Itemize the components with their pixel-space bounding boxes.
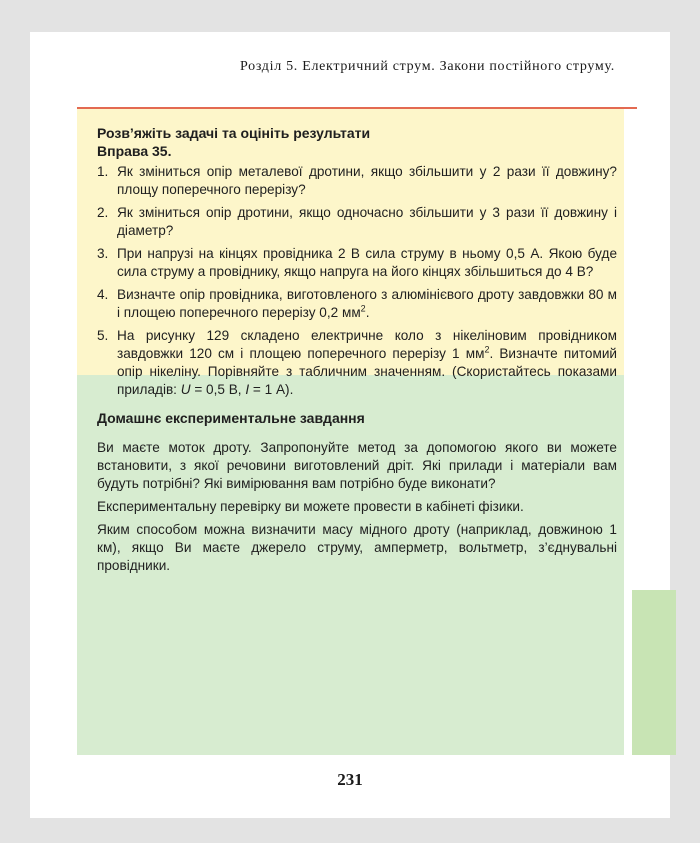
task-text: = 0,5 В, bbox=[190, 382, 246, 397]
superscript: 2 bbox=[360, 303, 366, 314]
page-number: 231 bbox=[337, 770, 363, 789]
side-tab bbox=[632, 590, 676, 755]
task-text: При напрузі на кінцях провідника 2 В сила струму в ньому 0,5 А. Якою буде сила струму а провіднику, якщо напруга на його кінцях збільшиться до 4 В? bbox=[117, 246, 617, 279]
exercise-title: Вправа 35. bbox=[97, 143, 172, 159]
exercise-section bbox=[97, 124, 617, 404]
variable-i: I bbox=[245, 382, 250, 397]
task-text: Визначте опір провідника, виготовленого з алюмінієвого дроту завдовжки 80 м і площею поперечного перерізу 0,2 мм bbox=[117, 287, 617, 320]
task-list bbox=[97, 163, 617, 399]
task-item bbox=[97, 245, 617, 281]
task-number: 2. bbox=[97, 205, 109, 220]
task-text: . bbox=[365, 305, 370, 320]
homework-paragraph: Ви маєте моток дроту. Запропонуйте метод за допомогою якого ви можете встановити, з якої речовини виготовлений дріт. Які прилади і матеріали вам будуть потрібні? Які вимірювання вам потрібно буде виконати? bbox=[97, 440, 617, 491]
task-number: 4. bbox=[97, 287, 109, 302]
task-text: На рисунку 129 складено електричне коло з нікеліновим провідником завдовжки 120 см і площею поперечного перерізу 1 мм bbox=[117, 328, 617, 361]
task-number: 3. bbox=[97, 246, 109, 261]
task-text: Як зміниться опір дротини, якщо одночасно збільшити у 3 рази її довжину і діаметр? bbox=[117, 205, 617, 238]
homework-section bbox=[97, 409, 617, 580]
task-text: . Визначте питомий опір нікеліну. Порівняйте з табличним значенням. (Скористайтесь показами приладів: bbox=[117, 346, 618, 397]
task-item bbox=[97, 163, 617, 199]
task-item bbox=[97, 286, 617, 322]
task-number: 5. bbox=[97, 328, 109, 343]
task-item bbox=[97, 327, 617, 399]
task-text: = 1 А). bbox=[249, 382, 294, 397]
task-text: Як зміниться опір металевої дротини, якщо збільшити у 2 рази її довжину? площу поперечного перерізу? bbox=[117, 164, 617, 197]
homework-paragraph: Експериментальну перевірку ви можете провести в кабінеті фізики. bbox=[97, 499, 524, 514]
homework-paragraph: Яким способом можна визначити масу мідного дроту (наприклад, довжиною 1 км), якщо Ви маєте джерело струму, амперметр, вольтметр, з’єднувальні провідники. bbox=[97, 522, 617, 573]
task-number: 1. bbox=[97, 164, 109, 179]
exercise-heading: Розв’яжіть задачі та оцініть результати bbox=[97, 125, 371, 141]
chapter-header: Розділ 5. Електричний струм. Закони постійного струму. bbox=[239, 59, 615, 74]
variable-u: U bbox=[180, 382, 191, 397]
superscript: 2 bbox=[484, 344, 490, 355]
task-item bbox=[97, 204, 617, 240]
homework-title: Домашнє експериментальне завдання bbox=[97, 410, 365, 426]
